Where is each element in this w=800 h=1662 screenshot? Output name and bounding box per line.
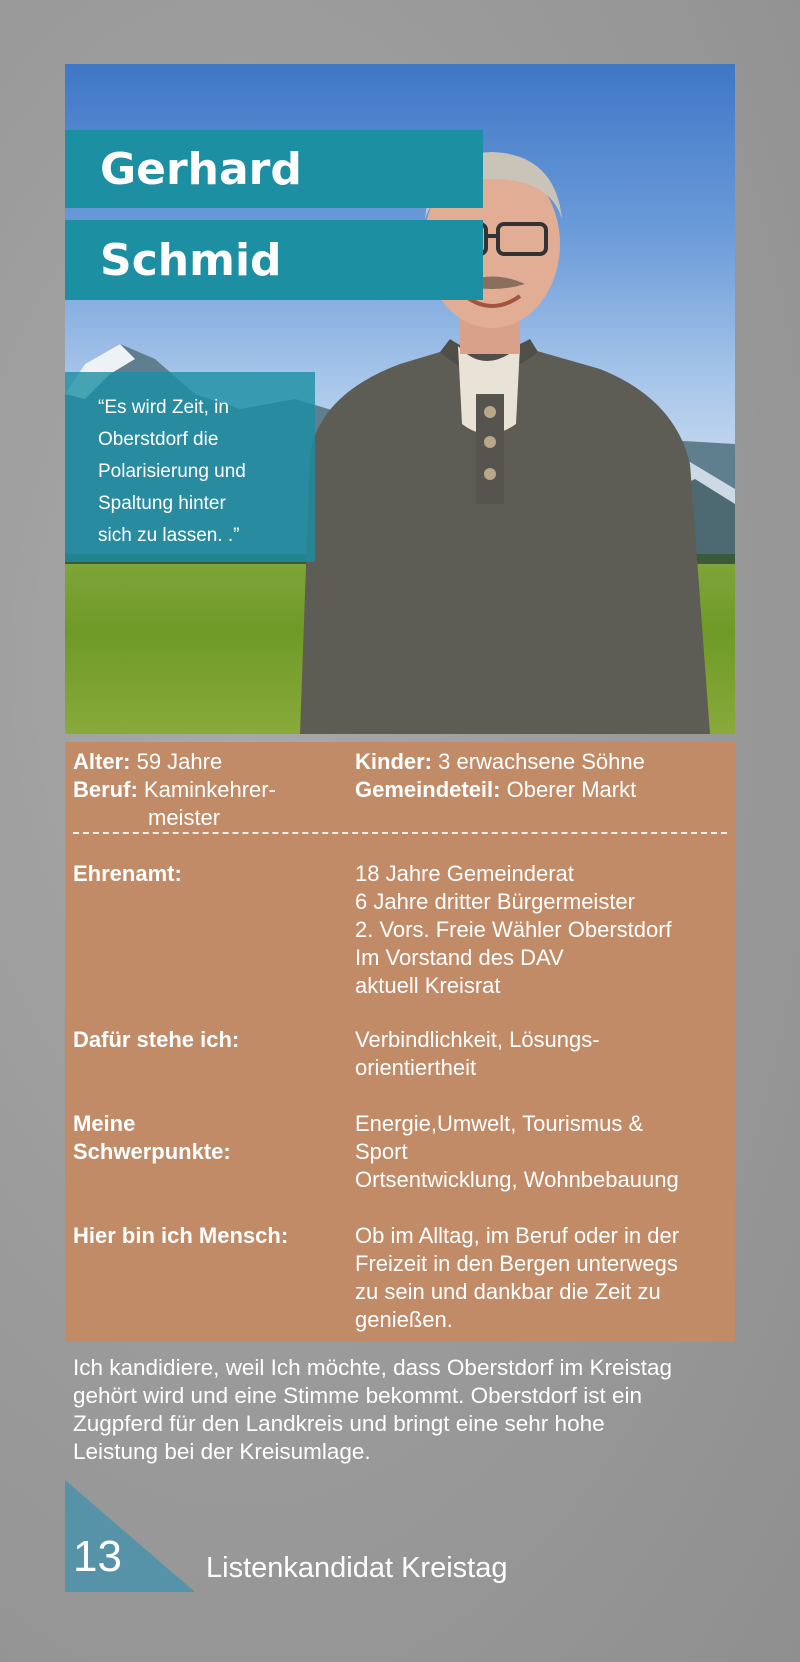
value-line: orientiertheit xyxy=(355,1055,477,1080)
value-line: Verbindlichkeit, Lösungs- xyxy=(355,1027,600,1052)
value-line: genießen. xyxy=(355,1307,453,1332)
quote-line: Oberstdorf die xyxy=(98,429,219,450)
section-value-dafuer xyxy=(355,1026,730,1082)
value-line: Im Vorstand des DAV xyxy=(355,945,564,970)
section-label-dafuer xyxy=(73,1026,239,1054)
label-line: Hier bin ich Mensch: xyxy=(73,1223,289,1248)
footer-label: Listenkandidat Kreistag xyxy=(206,1552,508,1584)
candidate-photo xyxy=(65,64,735,734)
candidate-info-panel xyxy=(65,742,735,1342)
label-line: Ehrenamt: xyxy=(73,861,182,886)
statement-line: Leistung bei der Kreisumlage. xyxy=(73,1439,371,1464)
page-number: 13 xyxy=(73,1532,122,1581)
gemeindeteil-label: Gemeindeteil: xyxy=(355,777,501,802)
value-line: Freizeit in den Bergen unterwegs xyxy=(355,1251,678,1276)
facts-right xyxy=(355,748,645,804)
beruf-value-continued: meister xyxy=(148,805,221,830)
quote-line: Spaltung hinter xyxy=(98,493,226,514)
label-line: Meine xyxy=(73,1111,136,1136)
alter-label: Alter: xyxy=(73,749,131,774)
label-line: Dafür stehe ich: xyxy=(73,1027,240,1052)
kinder-value: 3 erwachsene Söhne xyxy=(438,749,645,774)
quote-line: sich zu lassen. .” xyxy=(98,525,240,546)
quote-line: “Es wird Zeit, in xyxy=(98,397,229,418)
section-label-mensch xyxy=(73,1222,288,1250)
candidate-quote xyxy=(65,372,315,562)
alter-value: 59 Jahre xyxy=(136,749,223,774)
gemeindeteil-value: Oberer Markt xyxy=(506,777,637,802)
section-value-mensch xyxy=(355,1222,730,1334)
beruf-value: Kaminkehrer- xyxy=(143,777,276,802)
value-line: 18 Jahre Gemeinderat xyxy=(355,861,574,886)
dashed-divider xyxy=(73,832,727,834)
value-line: 6 Jahre dritter Bürgermeister xyxy=(355,889,635,914)
value-line: Ortsentwicklung, Wohnbebauung xyxy=(355,1167,679,1192)
statement-line: Ich kandidiere, weil Ich möchte, dass Oberstdorf im Kreistag xyxy=(73,1355,673,1380)
candidacy-statement xyxy=(73,1354,743,1466)
value-line: zu sein und dankbar die Zeit zu xyxy=(355,1279,661,1304)
section-label-schwerpunkte xyxy=(73,1110,231,1166)
section-label-ehrenamt xyxy=(73,860,182,888)
facts-left xyxy=(73,748,276,832)
beruf-label: Beruf: xyxy=(73,777,138,802)
value-line: Ob im Alltag, im Beruf oder in der xyxy=(355,1223,680,1248)
candidate-last-name: Schmid xyxy=(65,220,483,300)
value-line: Energie,Umwelt, Tourismus & xyxy=(355,1111,644,1136)
label-line: Schwerpunkte: xyxy=(73,1139,231,1164)
value-line: 2. Vors. Freie Wähler Oberstdorf xyxy=(355,917,672,942)
quote-line: Polarisierung und xyxy=(98,461,246,482)
section-value-ehrenamt xyxy=(355,860,730,1000)
candidate-first-name: Gerhard xyxy=(65,130,483,208)
statement-line: gehört wird und eine Stimme bekommt. Oberstdorf ist ein xyxy=(73,1383,642,1408)
section-value-schwerpunkte xyxy=(355,1110,730,1194)
value-line: Sport xyxy=(355,1139,408,1164)
value-line: aktuell Kreisrat xyxy=(355,973,501,998)
kinder-label: Kinder: xyxy=(355,749,432,774)
statement-line: Zugpferd für den Landkreis und bringt eine sehr hohe xyxy=(73,1411,605,1436)
candidate-portrait xyxy=(280,124,720,734)
